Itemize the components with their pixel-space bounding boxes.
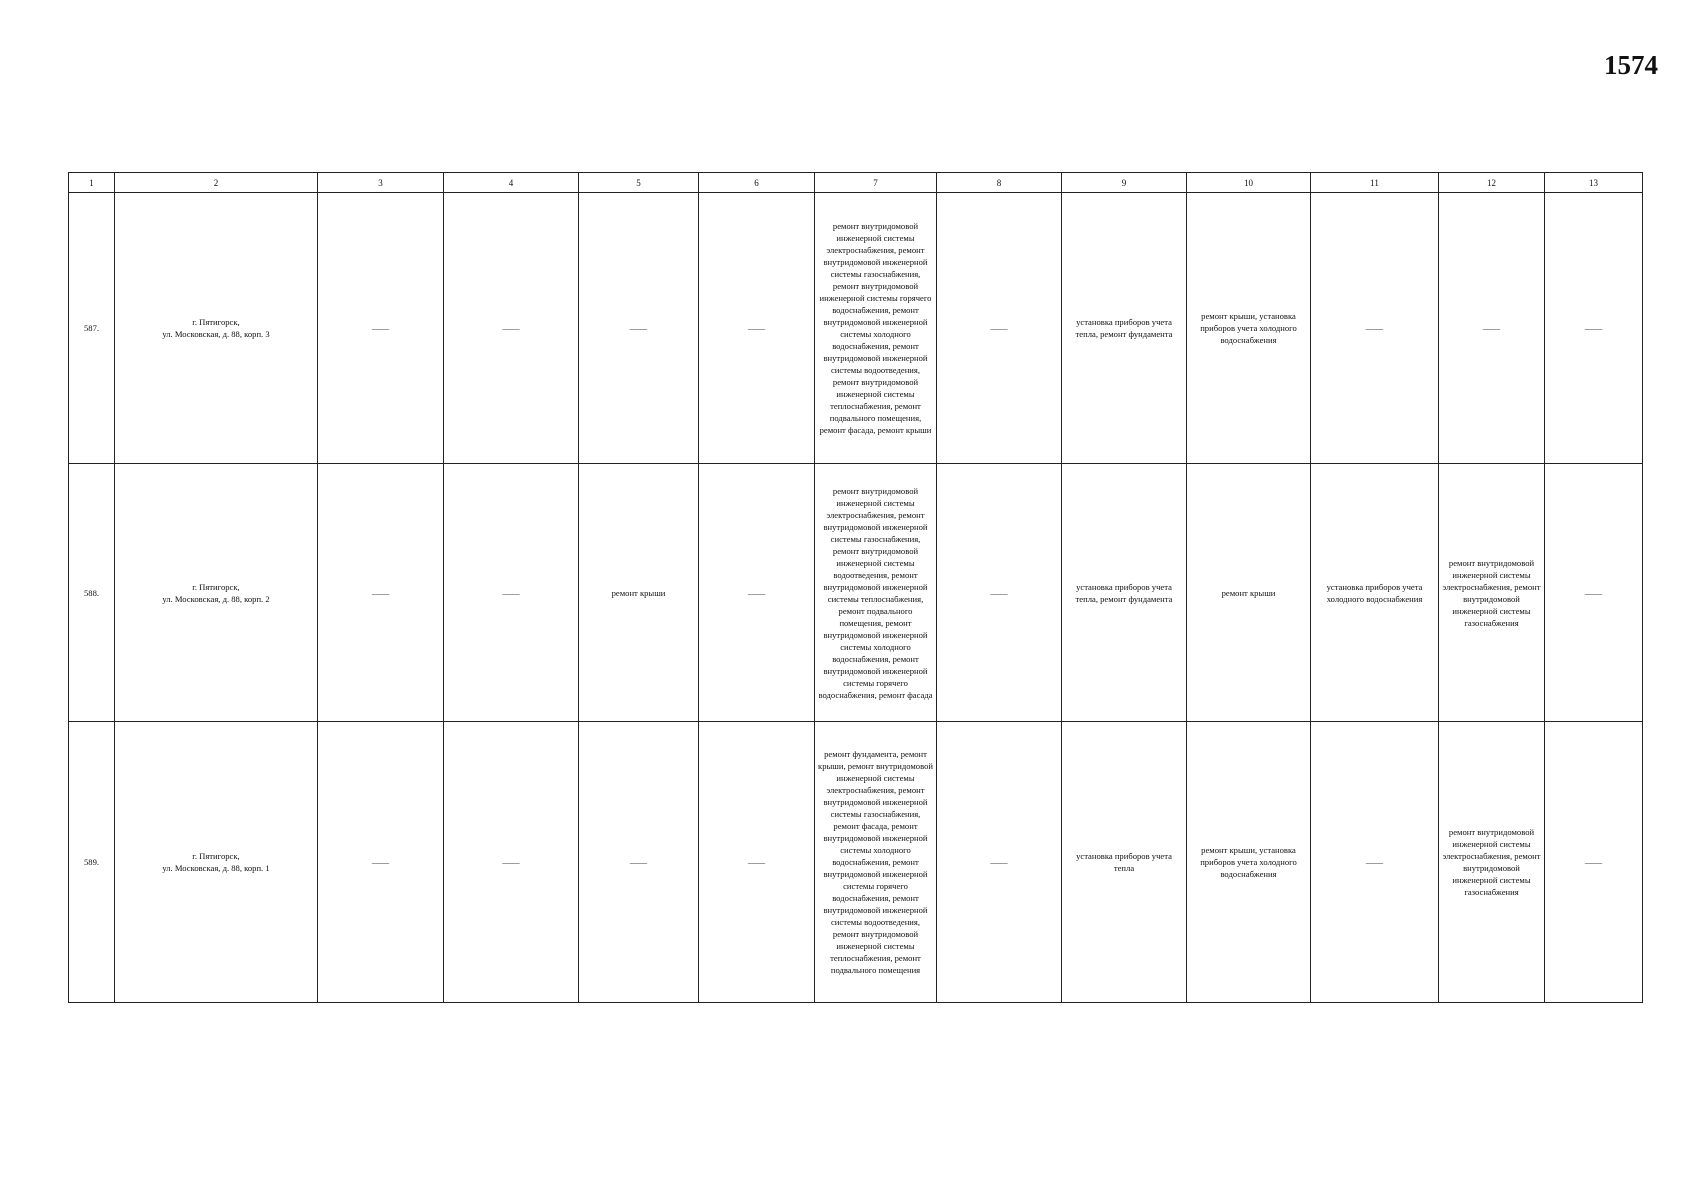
table-cell: —— — [1311, 193, 1439, 464]
table-cell: —— — [937, 722, 1062, 1003]
page-number: 1574 — [1604, 50, 1658, 80]
column-header: 1 — [69, 173, 115, 193]
row-number: 588. — [69, 464, 115, 722]
column-header: 5 — [579, 173, 699, 193]
table-cell: установка приборов учета тепла, ремонт фундамента — [1062, 193, 1187, 464]
table-cell: —— — [937, 464, 1062, 722]
column-header: 3 — [318, 173, 444, 193]
column-header: 9 — [1062, 173, 1187, 193]
table-cell: ремонт фундамента, ремонт крыши, ремонт внутридомовой инженерной системы электроснабжения, ремонт внутридомовой инженерной системы газоснабжения, ремонт фасада, ремонт внутридомовой инженерной системы холодного водоснабжения, ремонт внутридомовой инженерной системы горячего водоснабжения, ремонт внутридомовой инженерной системы водоотведения, ремонт внутридомовой инженерной системы теплоснабжения, ремонт подвального помещения — [815, 722, 937, 1003]
row-number: 587. — [69, 193, 115, 464]
table-cell: —— — [318, 193, 444, 464]
table-cell: —— — [444, 722, 579, 1003]
table-cell: установка приборов учета холодного водоснабжения — [1311, 464, 1439, 722]
table-cell: —— — [579, 722, 699, 1003]
table-cell: —— — [579, 193, 699, 464]
column-header: 10 — [1187, 173, 1311, 193]
table-cell: —— — [318, 722, 444, 1003]
column-header: 7 — [815, 173, 937, 193]
table-cell: —— — [1545, 193, 1643, 464]
table-cell: —— — [1545, 464, 1643, 722]
row-number: 589. — [69, 722, 115, 1003]
table-cell: ремонт крыши, установка приборов учета холодного водоснабжения — [1187, 193, 1311, 464]
table-cell: —— — [444, 464, 579, 722]
column-header: 12 — [1439, 173, 1545, 193]
address-cell: г. Пятигорск, ул. Московская, д. 88, корп. 1 — [115, 722, 318, 1003]
column-header: 8 — [937, 173, 1062, 193]
table-cell: установка приборов учета тепла, ремонт фундамента — [1062, 464, 1187, 722]
column-header: 11 — [1311, 173, 1439, 193]
table-row — [69, 722, 1643, 1003]
table-cell: —— — [1439, 193, 1545, 464]
table-row — [69, 193, 1643, 464]
table-cell: —— — [699, 722, 815, 1003]
table-cell: ремонт внутридомовой инженерной системы электроснабжения, ремонт внутридомовой инженерной системы газоснабжения, ремонт внутридомовой инженерной системы водоотведения, ремонт внутридомовой инженерной системы теплоснабжения, ремонт подвального помещения, ремонт внутридомовой инженерной системы холодного водоснабжения, ремонт внутридомовой инженерной системы горячего водоснабжения, ремонт фасада — [815, 464, 937, 722]
column-header: 2 — [115, 173, 318, 193]
table-row — [69, 464, 1643, 722]
column-header: 6 — [699, 173, 815, 193]
table-cell: ремонт внутридомовой инженерной системы электроснабжения, ремонт внутридомовой инженерной системы газоснабжения — [1439, 722, 1545, 1003]
header-row — [69, 173, 1643, 193]
repair-schedule-table — [68, 172, 1643, 1003]
table-cell: —— — [937, 193, 1062, 464]
address-cell: г. Пятигорск, ул. Московская, д. 88, корп. 3 — [115, 193, 318, 464]
column-header: 13 — [1545, 173, 1643, 193]
address-cell: г. Пятигорск, ул. Московская, д. 88, корп. 2 — [115, 464, 318, 722]
table-cell: ремонт крыши — [1187, 464, 1311, 722]
table-cell: ремонт внутридомовой инженерной системы электроснабжения, ремонт внутридомовой инженерной системы газоснабжения, ремонт внутридомовой инженерной системы горячего водоснабжения, ремонт внутридомовой инженерной системы холодного водоснабжения, ремонт внутридомовой инженерной системы водоотведения, ремонт внутридомовой инженерной системы теплоснабжения, ремонт подвального помещения, ремонт фасада, ремонт крыши — [815, 193, 937, 464]
table-cell: установка приборов учета тепла — [1062, 722, 1187, 1003]
table-cell: —— — [1311, 722, 1439, 1003]
table-cell: —— — [699, 464, 815, 722]
table-cell: —— — [699, 193, 815, 464]
table-cell: ремонт крыши, установка приборов учета холодного водоснабжения — [1187, 722, 1311, 1003]
column-header: 4 — [444, 173, 579, 193]
table-cell: —— — [1545, 722, 1643, 1003]
table-cell: ремонт внутридомовой инженерной системы электроснабжения, ремонт внутридомовой инженерной системы газоснабжения — [1439, 464, 1545, 722]
table-cell: —— — [444, 193, 579, 464]
table-cell: —— — [318, 464, 444, 722]
table-cell: ремонт крыши — [579, 464, 699, 722]
